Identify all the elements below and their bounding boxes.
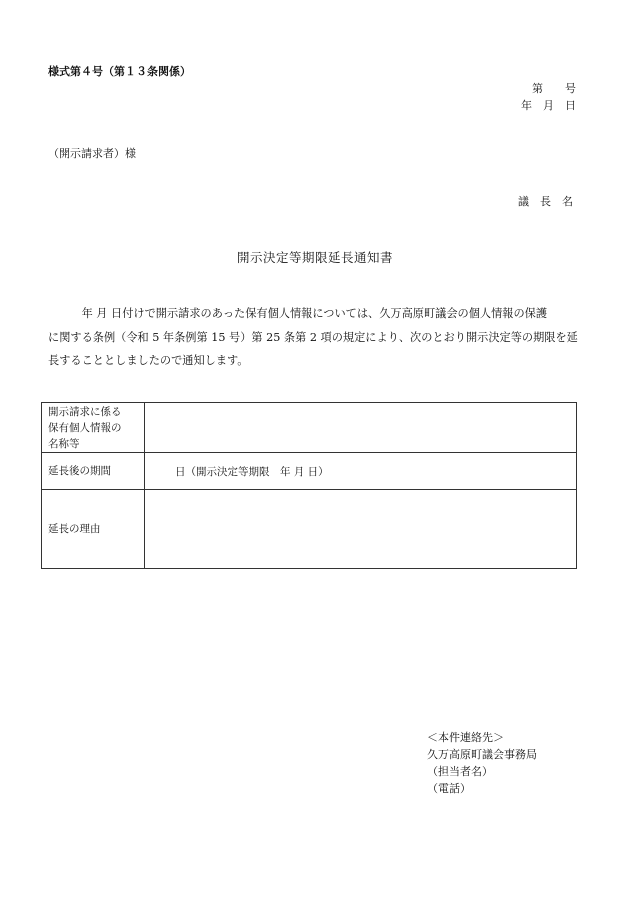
document-title: 開示決定等期限延長通知書 [236,250,393,265]
contact-office: 久万高原町議会事務局 [427,748,537,761]
table-label-info-name: 開示請求に係る 保有個人情報の 名称等 [42,403,145,453]
sender-name: 議 長 名 [518,195,573,208]
body-line: 長することとしましたので通知します。 [48,354,249,367]
document-number: 第 号 [532,82,576,95]
body-line: 年 月 日付けで開示請求のあった保有個人情報については、久万高原町議会の個人情報の保護 [48,307,548,320]
contact-heading: ＜本件連絡先＞ [427,731,504,744]
contact-person: （担当者名） [427,765,493,778]
table-label-extended-period: 延長後の期間 [42,453,145,490]
document-date: 年 月 日 [521,99,576,112]
table-row-extended-period [42,453,577,490]
recipient: （開示請求者）様 [48,147,136,160]
document-number-block [521,80,576,114]
table-row-info-name [42,403,577,453]
body-paragraph [48,302,580,373]
table-value-info-name [145,403,577,453]
table-value-extended-period: 日（開示決定等期限 年 月 日） [145,453,577,490]
notice-details-table [41,402,577,569]
body-line: に関する条例（令和 5 年条例第 15 号）第 25 条第 2 項の規定により、次のとおり開示決定等の期限を延 [48,330,578,344]
contact-phone: （電話） [427,782,471,795]
table-row-extension-reason [42,490,577,569]
form-number: 様式第４号（第１３条関係） [48,65,191,78]
contact-block [427,729,537,797]
table-value-extension-reason [145,490,577,569]
table-label-extension-reason: 延長の理由 [42,490,145,569]
